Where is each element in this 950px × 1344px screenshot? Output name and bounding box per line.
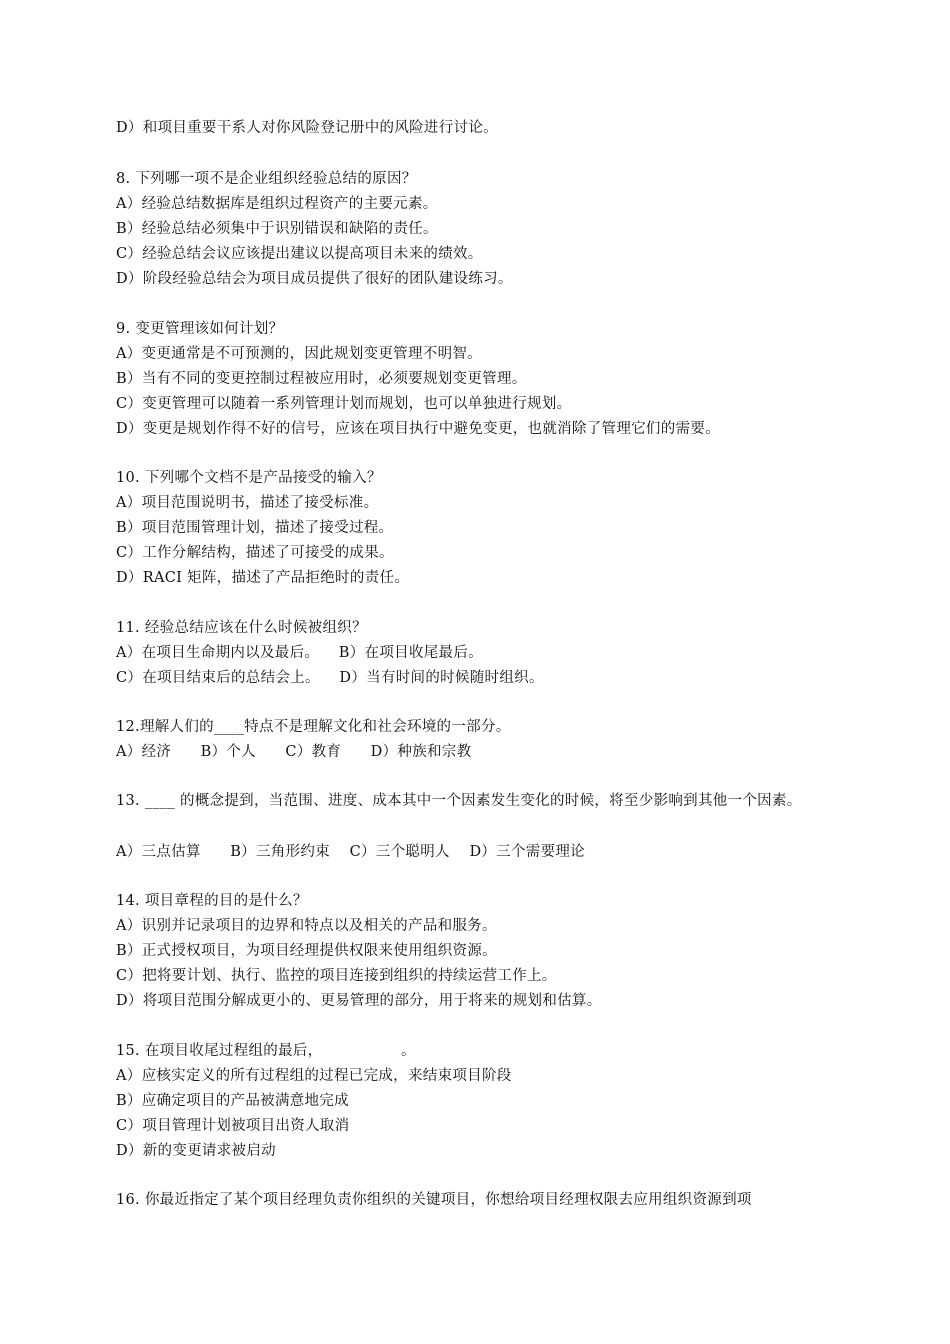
q15-option-d: D）新的变更请求被启动 xyxy=(116,1143,276,1159)
q8-option-b: B）经验总结必须集中于识别错误和缺陷的责任。 xyxy=(116,221,438,237)
q14-option-a: A）识别并记录项目的边界和特点以及相关的产品和服务。 xyxy=(116,918,497,934)
q9-option-c: C）变更管理可以随着一系列管理计划而规划，也可以单独进行规划。 xyxy=(116,396,572,412)
q14-option-c: C）把将要计划、执行、监控的项目连接到组织的持续运营工作上。 xyxy=(116,968,557,984)
q9-stem: 9. 变更管理该如何计划？ xyxy=(116,321,284,337)
q14-stem: 14. 项目章程的目的是什么？ xyxy=(116,893,308,909)
q8-option-c: C）经验总结会议应该提出建议以提高项目未来的绩效。 xyxy=(116,246,483,262)
q8-stem: 8. 下列哪一项不是企业组织经验总结的原因？ xyxy=(116,171,417,187)
q10-option-a: A）项目范围说明书，描述了接受标准。 xyxy=(116,495,379,511)
q11-options-cd: C）在项目结束后的总结会上。 D）当有时间的时候随时组织。 xyxy=(116,670,544,686)
q8-option-d: D）阶段经验总结会为项目成员提供了很好的团队建设练习。 xyxy=(116,271,513,287)
q10-option-c: C）工作分解结构，描述了可接受的成果。 xyxy=(116,545,394,561)
q10-option-d: D）RACI 矩阵，描述了产品拒绝时的责任。 xyxy=(116,570,410,586)
q9-option-d: D）变更是规划作得不好的信号，应该在项目执行中避免变更，也就消除了管理它们的需要。 xyxy=(116,421,720,437)
q15-option-c: C）项目管理计划被项目出资人取消 xyxy=(116,1118,350,1134)
q8-option-a: A）经验总结数据库是组织过程资产的主要元素。 xyxy=(116,196,438,212)
q15-option-a: A）应核实定义的所有过程组的过程已完成，来结束项目阶段 xyxy=(116,1068,512,1084)
q12-stem: 12.理解人们的____特点不是理解文化和社会环境的一部分。 xyxy=(116,719,511,735)
q9-option-b: B）当有不同的变更控制过程被应用时，必须要规划变更管理。 xyxy=(116,371,527,387)
q11-options-ab: A）在项目生命期内以及最后。 B）在项目收尾最后。 xyxy=(116,645,483,661)
q12-options: A）经济 B）个人 C）教育 D）种族和宗教 xyxy=(116,744,472,760)
q13-options: A）三点估算 B）三角形约束 C）三个聪明人 D）三个需要理论 xyxy=(116,844,585,860)
q14-option-b: B）正式授权项目，为项目经理提供权限来使用组织资源。 xyxy=(116,943,497,959)
q10-option-b: B）项目范围管理计划，描述了接受过程。 xyxy=(116,520,394,536)
q11-stem: 11. 经验总结应该在什么时候被组织？ xyxy=(116,620,367,636)
q7-option-d: D）和项目重要干系人对你风险登记册中的风险进行讨论。 xyxy=(116,120,498,136)
q15-option-b: B）应确定项目的产品被满意地完成 xyxy=(116,1093,349,1109)
q10-stem: 10. 下列哪个文档不是产品接受的输入？ xyxy=(116,470,382,486)
q16-stem: 16. 你最近指定了某个项目经理负责你组织的关键项目，你想给项目经理权限去应用组织资源到项 xyxy=(116,1192,752,1208)
q15-stem: 15. 在项目收尾过程组的最后， 。 xyxy=(116,1043,416,1059)
q13-stem: 13. ____ 的概念提到，当范围、进度、成本其中一个因素发生变化的时候，将至少影响到其他一个因素。 xyxy=(116,793,802,809)
q14-option-d: D）将项目范围分解成更小的、更易管理的部分，用于将来的规划和估算。 xyxy=(116,993,602,1009)
q9-option-a: A）变更通常是不可预测的，因此规划变更管理不明智。 xyxy=(116,346,482,362)
